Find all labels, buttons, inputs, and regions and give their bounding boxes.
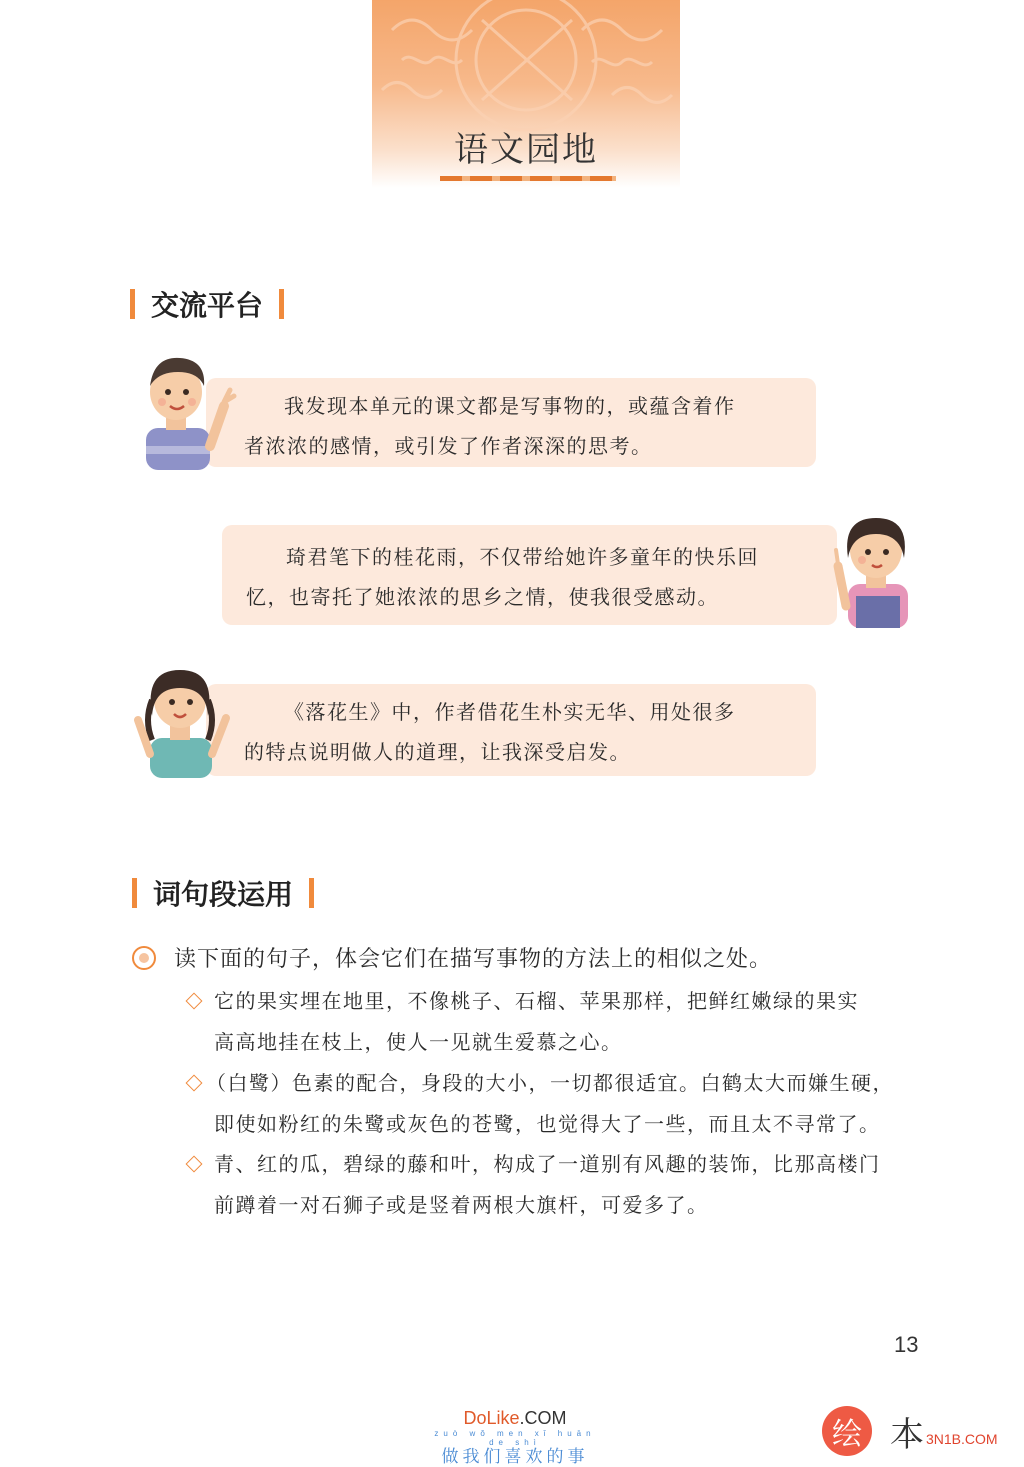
page-title: 语文园地: [454, 130, 598, 170]
example-sentence: [184, 1063, 924, 1145]
speech-bubble-girl-pink: [222, 525, 837, 625]
sentence-line: 高高地挂在枝上，使人一见就生爱慕之心。: [214, 1030, 623, 1054]
bubble-line: 忆，也寄托了她浓浓的思乡之情，使我很受感动。: [246, 585, 719, 609]
girl-illustration-teal: [128, 660, 238, 778]
girl-illustration-pink: [820, 510, 924, 628]
huiben-watermark: [822, 1406, 998, 1456]
sentence-line: 它的果实埋在地里，不像桃子、石榴、苹果那样，把鲜红嫩绿的果实: [214, 989, 859, 1013]
example-sentence: [184, 1144, 924, 1226]
huiben-site: 3N1B.COM: [926, 1431, 998, 1447]
heading-bar-right: [309, 878, 314, 908]
diamond-bullet-icon: [186, 1075, 203, 1092]
sentence-line: （白鹭）色素的配合，身段的大小，一切都很适宜。白鹤太大而嫌生硬，: [206, 1071, 894, 1095]
sentence-line: 前蹲着一对石狮子或是竖着两根大旗杆，可爱多了。: [214, 1193, 709, 1217]
dolike-brand: [430, 1408, 600, 1429]
sentence-line: 即使如粉红的朱鹭或灰色的苍鹭，也觉得大了一些，而且太不寻常了。: [214, 1112, 881, 1136]
example-sentence: [184, 981, 924, 1063]
speech-bubble-girl-teal: [206, 684, 816, 776]
dolike-brand-com: .COM: [519, 1408, 567, 1428]
page-number: 13: [894, 1332, 919, 1357]
huiben-logo-icon: 绘: [822, 1406, 872, 1456]
speech-bubble-boy: [206, 378, 816, 467]
section-heading-usage: [132, 873, 314, 913]
dolike-pinyin: zuò wǒ men xǐ huān de shì: [434, 1429, 596, 1447]
exercise-instruction: [132, 942, 772, 973]
bubble-line: 者浓浓的感情，或引发了作者深深的思考。: [244, 434, 653, 458]
dolike-watermark: [430, 1408, 600, 1467]
diamond-bullet-icon: [186, 993, 203, 1010]
section-heading-exchange: [130, 284, 284, 324]
sentence-line: 青、红的瓜，碧绿的藤和叶，构成了一道别有风趣的装饰，比那高楼门: [214, 1152, 881, 1176]
dolike-brand-name: DoLike: [463, 1408, 520, 1428]
header-banner: [372, 0, 680, 188]
bubble-line: 《落花生》中，作者借花生朴实无华、用处很多: [284, 700, 736, 724]
heading-bar-left: [130, 289, 135, 319]
title-underline: [440, 176, 616, 181]
section-title: 交流平台: [151, 289, 264, 322]
diamond-bullet-icon: [186, 1156, 203, 1173]
boy-illustration: [128, 350, 238, 470]
section-title: 词句段运用: [153, 878, 294, 911]
bubble-line: 我发现本单元的课文都是写事物的，或蕴含着作: [284, 394, 736, 418]
dolike-slogan: 做我们喜欢的事: [441, 1447, 589, 1466]
huiben-ben: 本: [890, 1414, 924, 1455]
bubble-line: 琦君笔下的桂花雨，不仅带给她许多童年的快乐回: [286, 545, 759, 569]
bubble-line: 的特点说明做人的道理，让我深受启发。: [244, 740, 631, 764]
exercise-marker-icon: [132, 946, 156, 970]
exercise-instruction-text: 读下面的句子，体会它们在描写事物的方法上的相似之处。: [174, 947, 773, 972]
heading-bar-left: [132, 878, 137, 908]
heading-bar-right: [279, 289, 284, 319]
